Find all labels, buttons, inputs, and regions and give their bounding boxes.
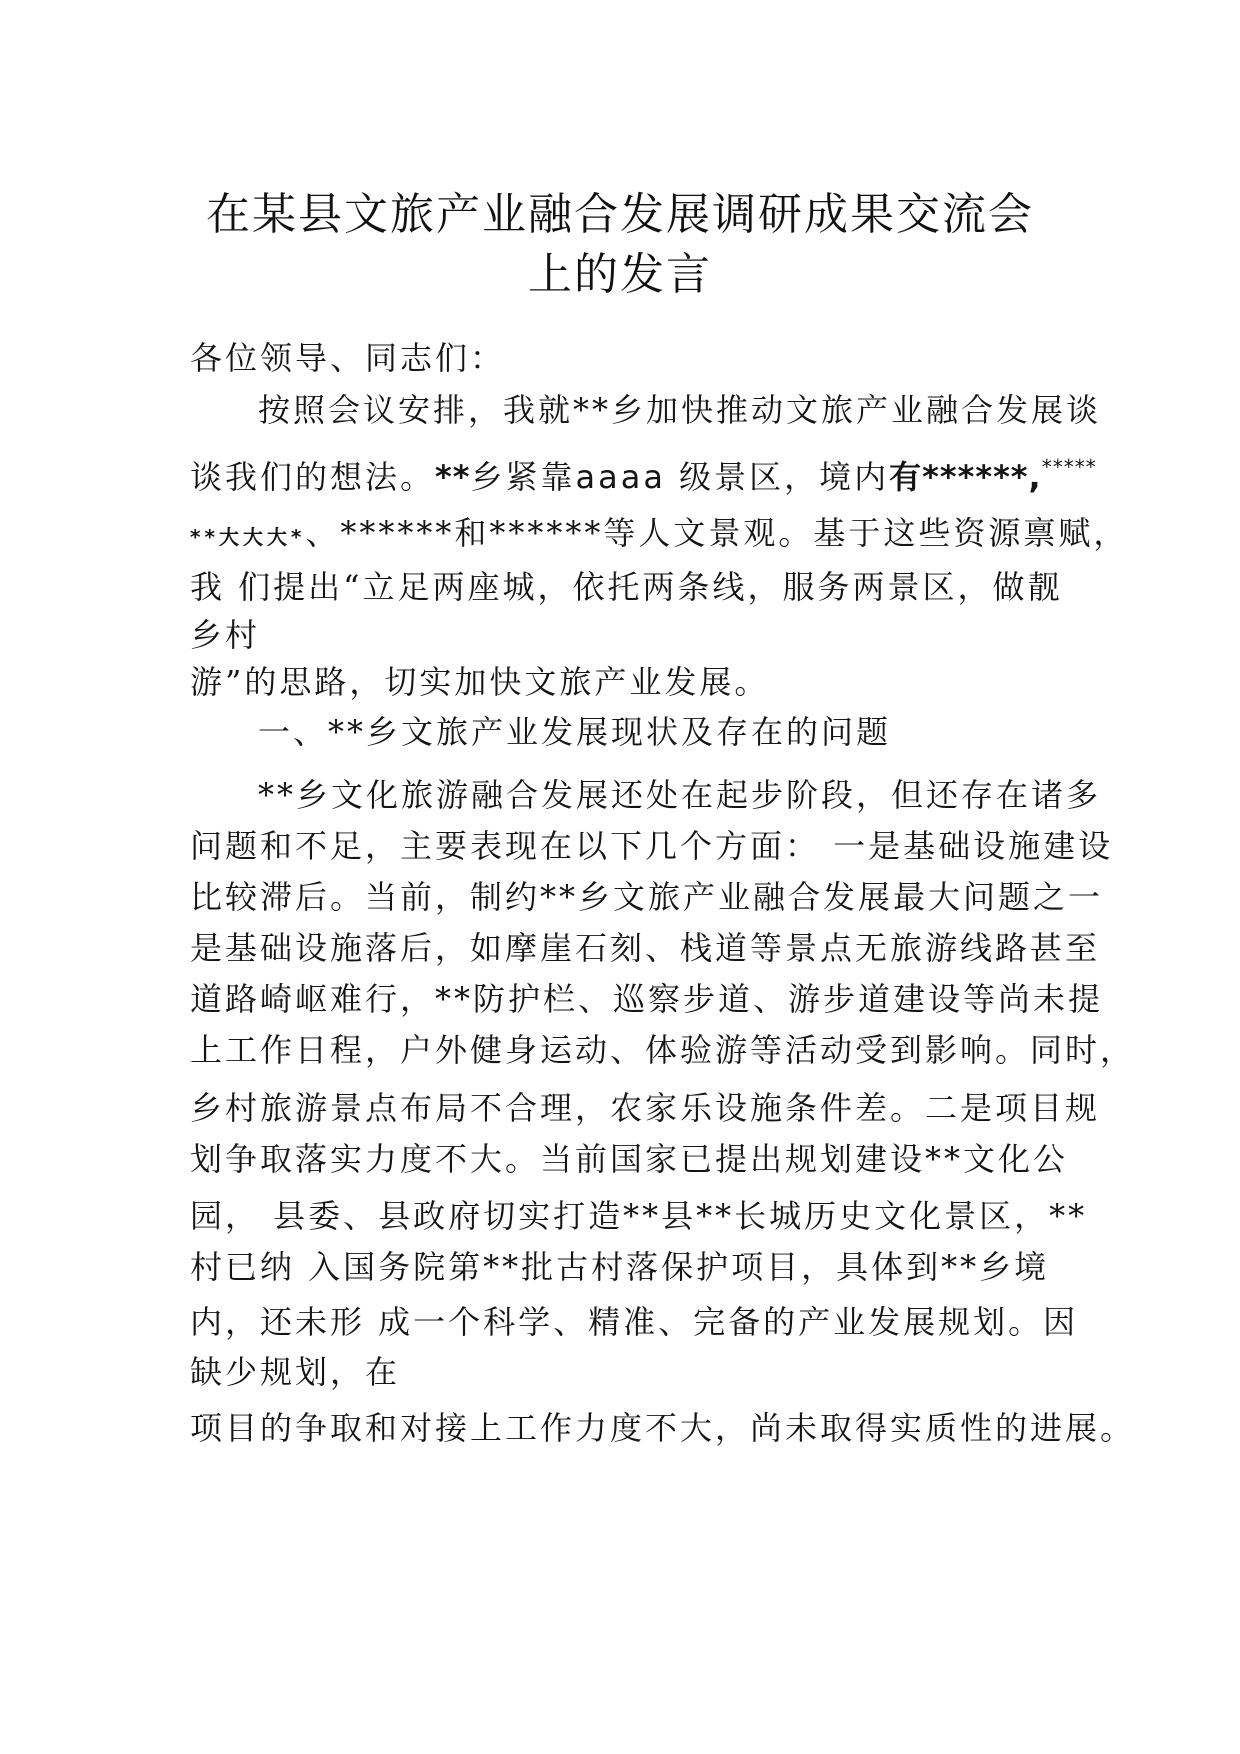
text-run-bold: ** <box>435 458 471 496</box>
document-title-line-1: 在某县文旅产业融合发展调研成果交流会 <box>206 189 1034 240</box>
text-run-latin: aaaa <box>575 458 666 496</box>
paragraph-2-line-3: 比较滞后。当前，制约**乡文旅产业融合发展最大问题之一 <box>190 878 1104 916</box>
text-run-small: **大大大* <box>190 525 306 549</box>
paragraph-2-line-12: 缺少规划，在 <box>190 1353 401 1391</box>
paragraph-1-line-5: 乡村 <box>190 616 261 654</box>
section-heading-1: 一、**乡文旅产业发展现状及存在的问题 <box>258 713 892 751</box>
paragraph-2-line-4: 是基础设施落后，如摩崖石刻、栈道等景点无旅游线路甚至 <box>190 929 1101 967</box>
paragraph-2-line-10: 村已纳 入国务院第**批古村落保护项目，具体到**乡境 <box>190 1248 1050 1286</box>
paragraph-2-line-5: 道路崎岖难行，**防护栏、巡察步道、游步道建设等尚未提 <box>190 980 1104 1018</box>
paragraph-2-line-7: 乡村旅游景点布局不合理，农家乐设施条件差。二是项目规 <box>190 1089 1101 1127</box>
text-run: 、******和******等人文景观。基于这些资源禀赋， <box>305 514 1129 552</box>
text-run-bold: 有******, <box>889 458 1042 496</box>
paragraph-2-line-6: 上工作日程，户外健身运动、体验游等活动受到影响。同时， <box>190 1031 1136 1069</box>
paragraph-1-line-3 <box>190 508 1128 554</box>
paragraph-1-line-6: 游”的思路，切实加快文旅产业发展。 <box>190 663 770 701</box>
paragraph-2-line-2: 问题和不足，主要表现在以下几个方面： 一是基础设施建设 <box>190 827 1114 865</box>
paragraph-1-line-1: 按照会议安排，我就**乡加快推动文旅产业融合发展谈 <box>258 391 1102 429</box>
paragraph-2-line-9: 园， 县委、县政府切实打造**县**长城历史文化景区，** <box>190 1197 1088 1235</box>
paragraph-2-line-13: 项目的争取和对接上工作力度不大，尚未取得实质性的进展。 <box>190 1409 1136 1447</box>
text-run: 谈我们的想法。 <box>190 458 436 496</box>
text-run: 乡紧靠 <box>470 458 576 496</box>
document-title-line-2: 上的发言 <box>528 249 712 300</box>
paragraph-1-line-2 <box>190 452 1097 498</box>
salutation: 各位领导、同志们： <box>190 339 506 377</box>
paragraph-2-line-11: 内，还未形 成一个科学、精准、完备的产业发展规划。因 <box>190 1303 1079 1341</box>
text-run-superscript: ***** <box>1041 455 1097 479</box>
paragraph-1-line-4: 我 们提出“立足两座城，依托两条线，服务两景区，做靓 <box>190 568 1063 606</box>
paragraph-2-line-8: 划争取落实力度不大。当前国家已提出规划建设**文化公 <box>190 1140 1069 1178</box>
paragraph-2-line-1: **乡文化旅游融合发展还处在起步阶段，但还存在诸多 <box>258 776 1102 814</box>
text-run: 级景区，境内 <box>665 458 890 496</box>
